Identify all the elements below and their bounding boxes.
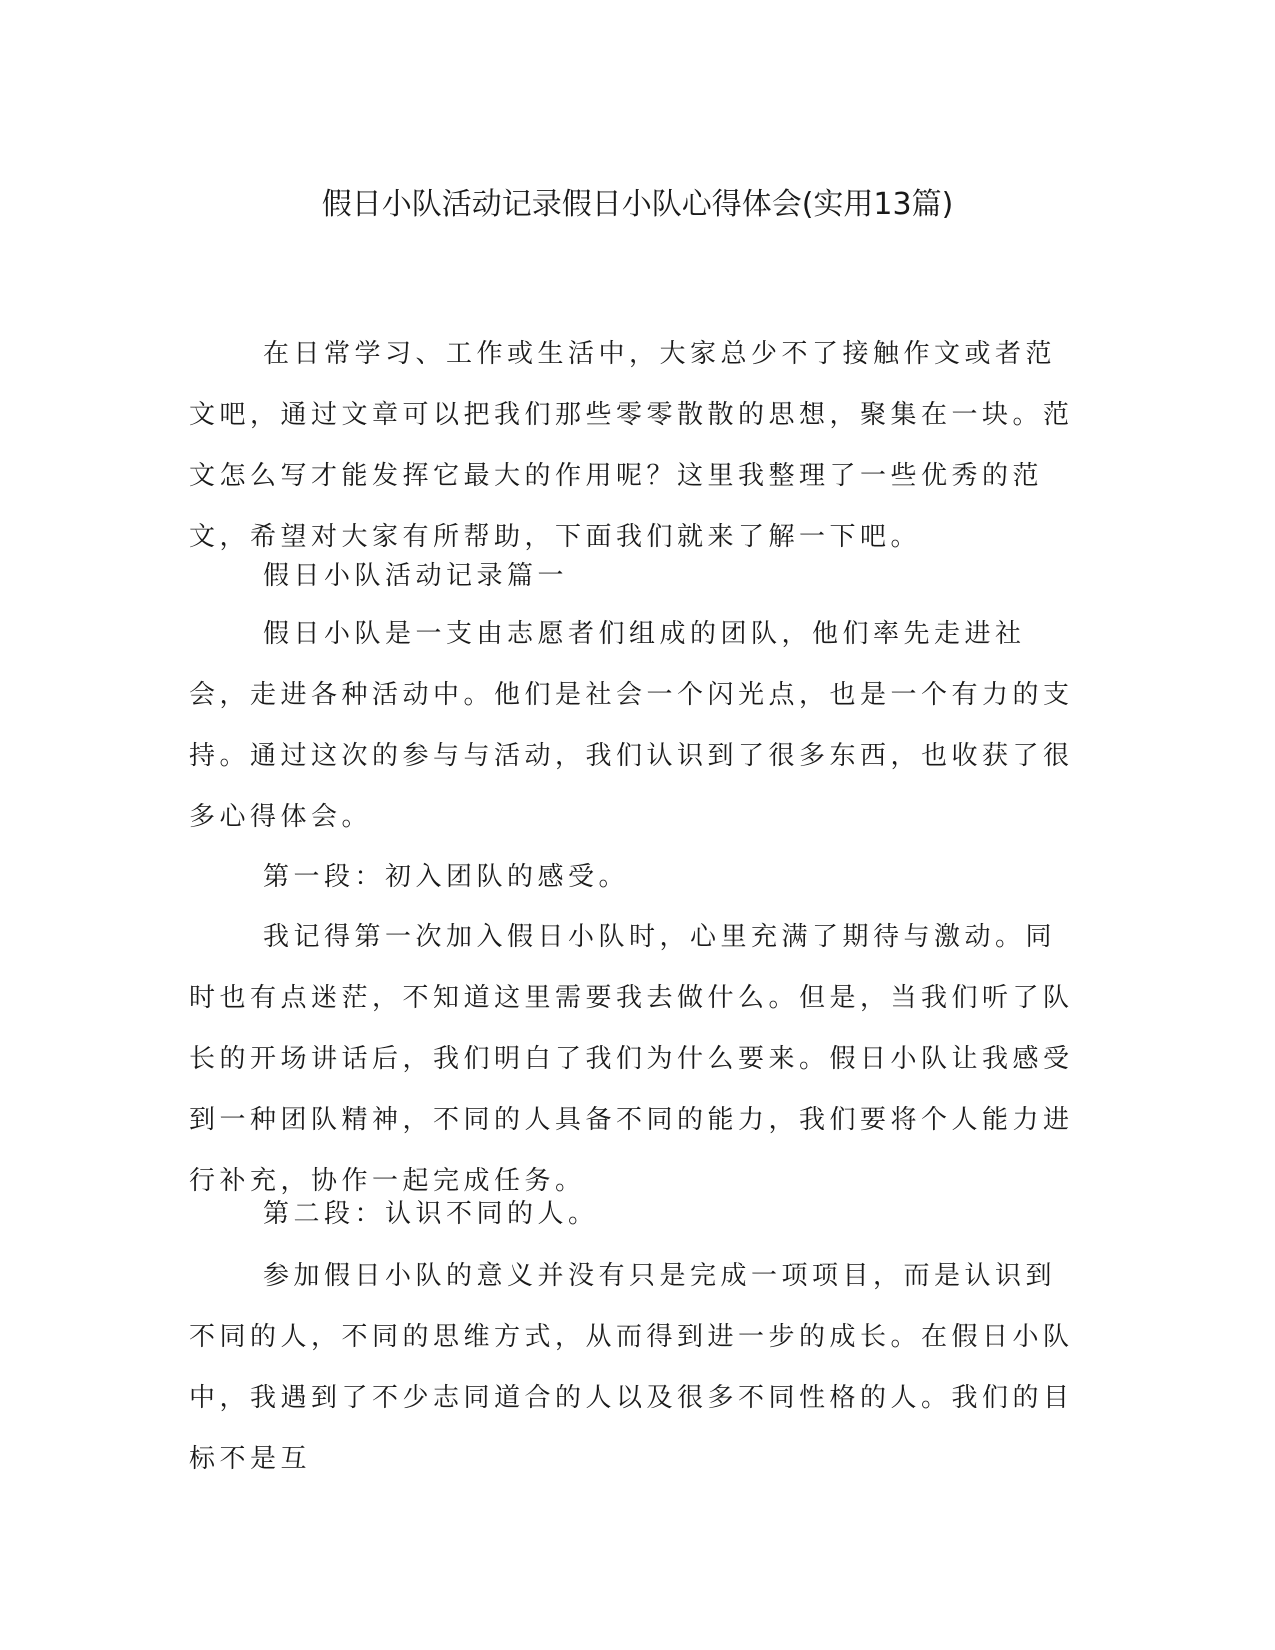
section-heading-second [189, 1184, 1077, 1245]
section-heading-first [189, 847, 1077, 908]
paragraph-text: 我记得第一次加入假日小队时，心里充满了期待与激动。同时也有点迷茫，不知道这里需要我去做什么。但是，当我们听了队长的开场讲话后，我们明白了我们为什么要来。假日小队让我感受到一种团队精神，不同的人具备不同的能力，我们要将个人能力进行补充，协作一起完成任务。 [189, 922, 1074, 1196]
section-heading-text: 第一段：初入团队的感受。 [263, 862, 630, 892]
intro-paragraph [189, 324, 1077, 568]
paragraph-team-intro [189, 604, 1077, 848]
paragraph-text: 参加假日小队的意义并没有只是完成一项项目，而是认识到不同的人，不同的思维方式，从而得到进一步的成长。在假日小队中，我遇到了不少志同道合的人以及很多不同性格的人。我们的目标不是互 [189, 1261, 1074, 1474]
paragraph-first-experience [189, 907, 1077, 1212]
paragraph-text: 在日常学习、工作或生活中，大家总少不了接触作文或者范文吧，通过文章可以把我们那些零零散散的思想，聚集在一块。范文怎么写才能发挥它最大的作用呢？这里我整理了一些优秀的范文，希望对大家有所帮助，下面我们就来了解一下吧。 [189, 339, 1074, 552]
section-heading-part-one [189, 546, 1077, 607]
section-heading-text: 假日小队活动记录篇一 [263, 561, 569, 591]
paragraph-meeting-people [189, 1246, 1077, 1490]
document-title: 假日小队活动记录假日小队心得体会(实用13篇) [321, 187, 954, 222]
section-heading-text: 第二段：认识不同的人。 [263, 1199, 599, 1229]
paragraph-text: 假日小队是一支由志愿者们组成的团队，他们率先走进社会，走进各种活动中。他们是社会一个闪光点，也是一个有力的支持。通过这次的参与与活动，我们认识到了很多东西，也收获了很多心得体会。 [189, 619, 1074, 832]
